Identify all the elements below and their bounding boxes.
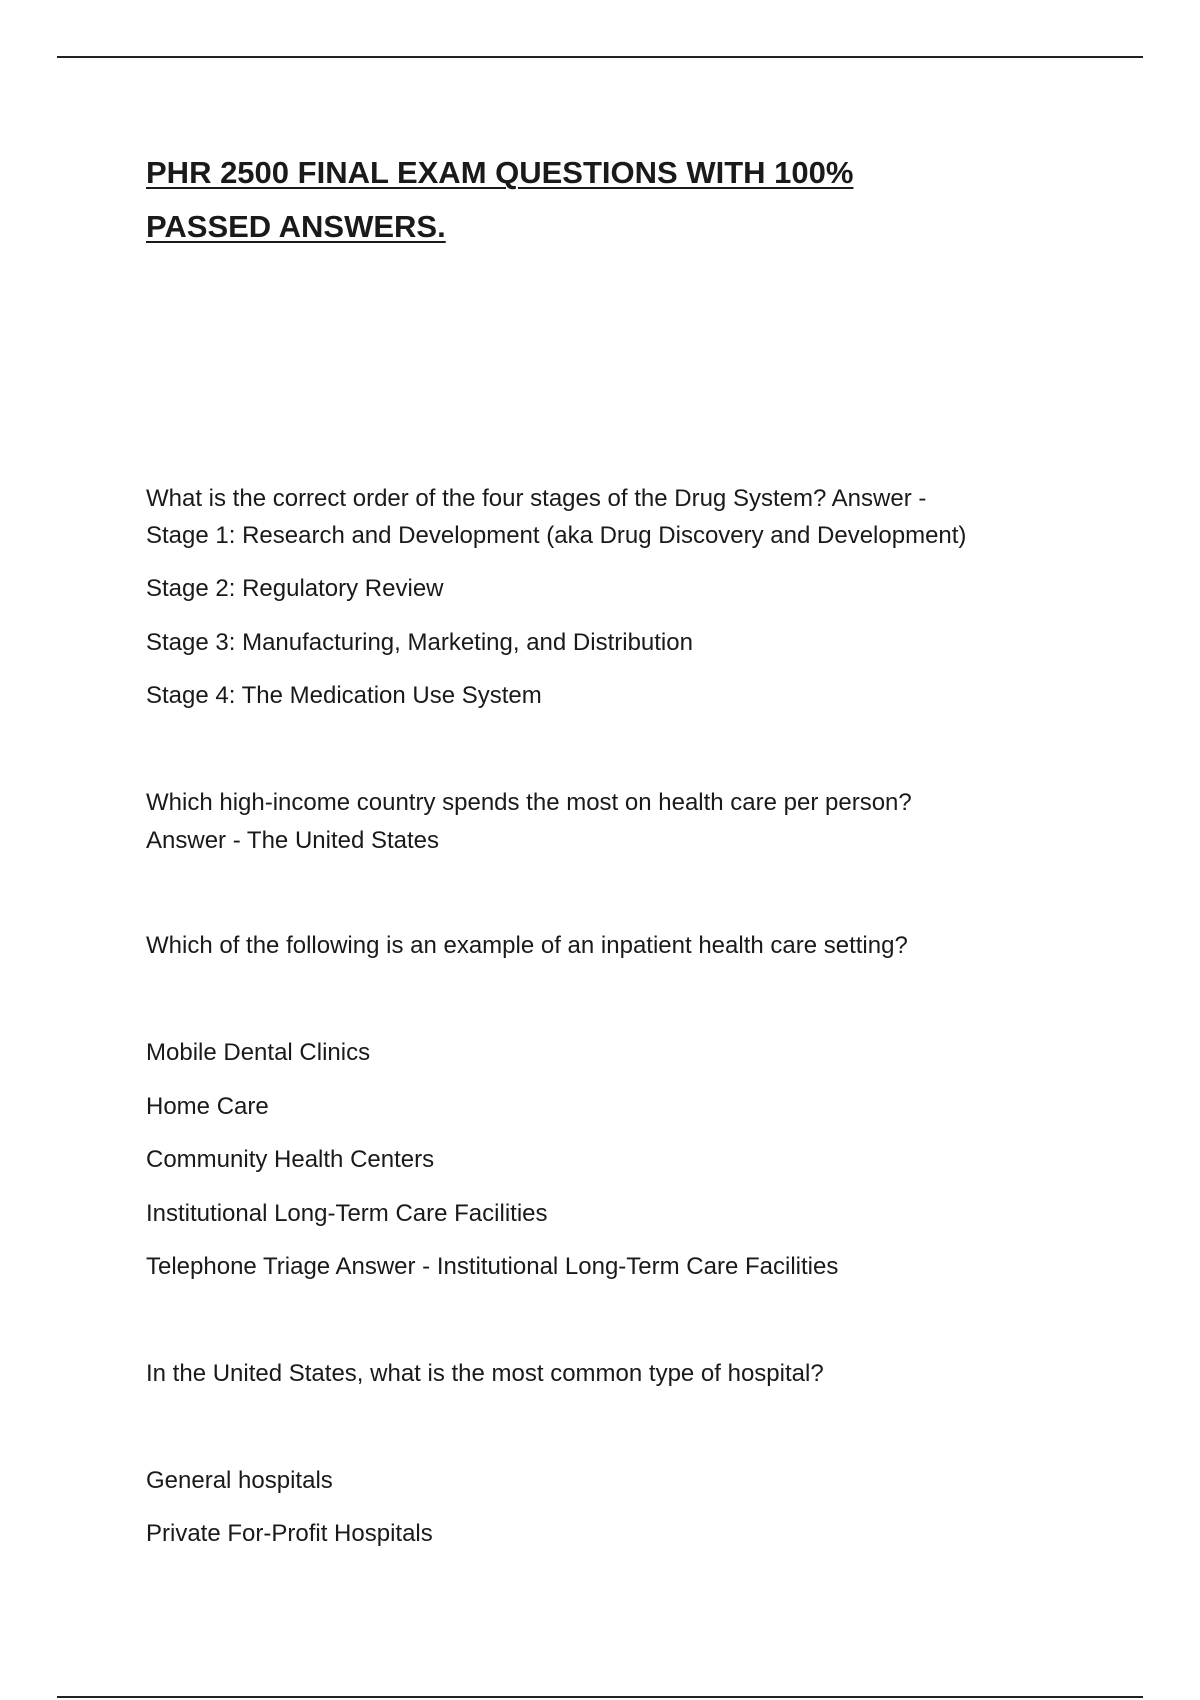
q3-option: Home Care: [146, 1093, 269, 1120]
q3-option: Community Health Centers: [146, 1146, 435, 1173]
title-line-2: PASSED ANSWERS.: [146, 209, 446, 244]
q4-option: General hospitals: [146, 1467, 333, 1494]
q4-question: In the United States, what is the most common type of hospital?: [146, 1360, 824, 1387]
q2-question: Which high-income country spends the most on health care per person?: [146, 789, 912, 816]
q4-option: Private For-Profit Hospitals: [146, 1520, 433, 1547]
q3-option: Mobile Dental Clinics: [146, 1039, 371, 1066]
q1-stage-2: Stage 2: Regulatory Review: [146, 575, 444, 602]
q3-question: Which of the following is an example of an inpatient health care setting?: [146, 932, 908, 959]
q1-stage-3: Stage 3: Manufacturing, Marketing, and Distribution: [146, 629, 693, 656]
document-title: [146, 146, 1046, 254]
footer-rule: [57, 1696, 1143, 1698]
q1-stage-4: Stage 4: The Medication Use System: [146, 682, 542, 709]
q3-option-answer: Telephone Triage Answer - Institutional Long-Term Care Facilities: [146, 1253, 839, 1280]
q1-stage-1: Stage 1: Research and Development (aka Drug Discovery and Development): [146, 522, 967, 549]
q1-question: What is the correct order of the four stages of the Drug System? Answer -: [146, 485, 927, 512]
q2-answer: Answer - The United States: [146, 827, 440, 854]
title-line-1: PHR 2500 FINAL EXAM QUESTIONS WITH 100%: [146, 155, 854, 190]
header-rule: [57, 56, 1143, 58]
q3-option: Institutional Long-Term Care Facilities: [146, 1200, 548, 1227]
